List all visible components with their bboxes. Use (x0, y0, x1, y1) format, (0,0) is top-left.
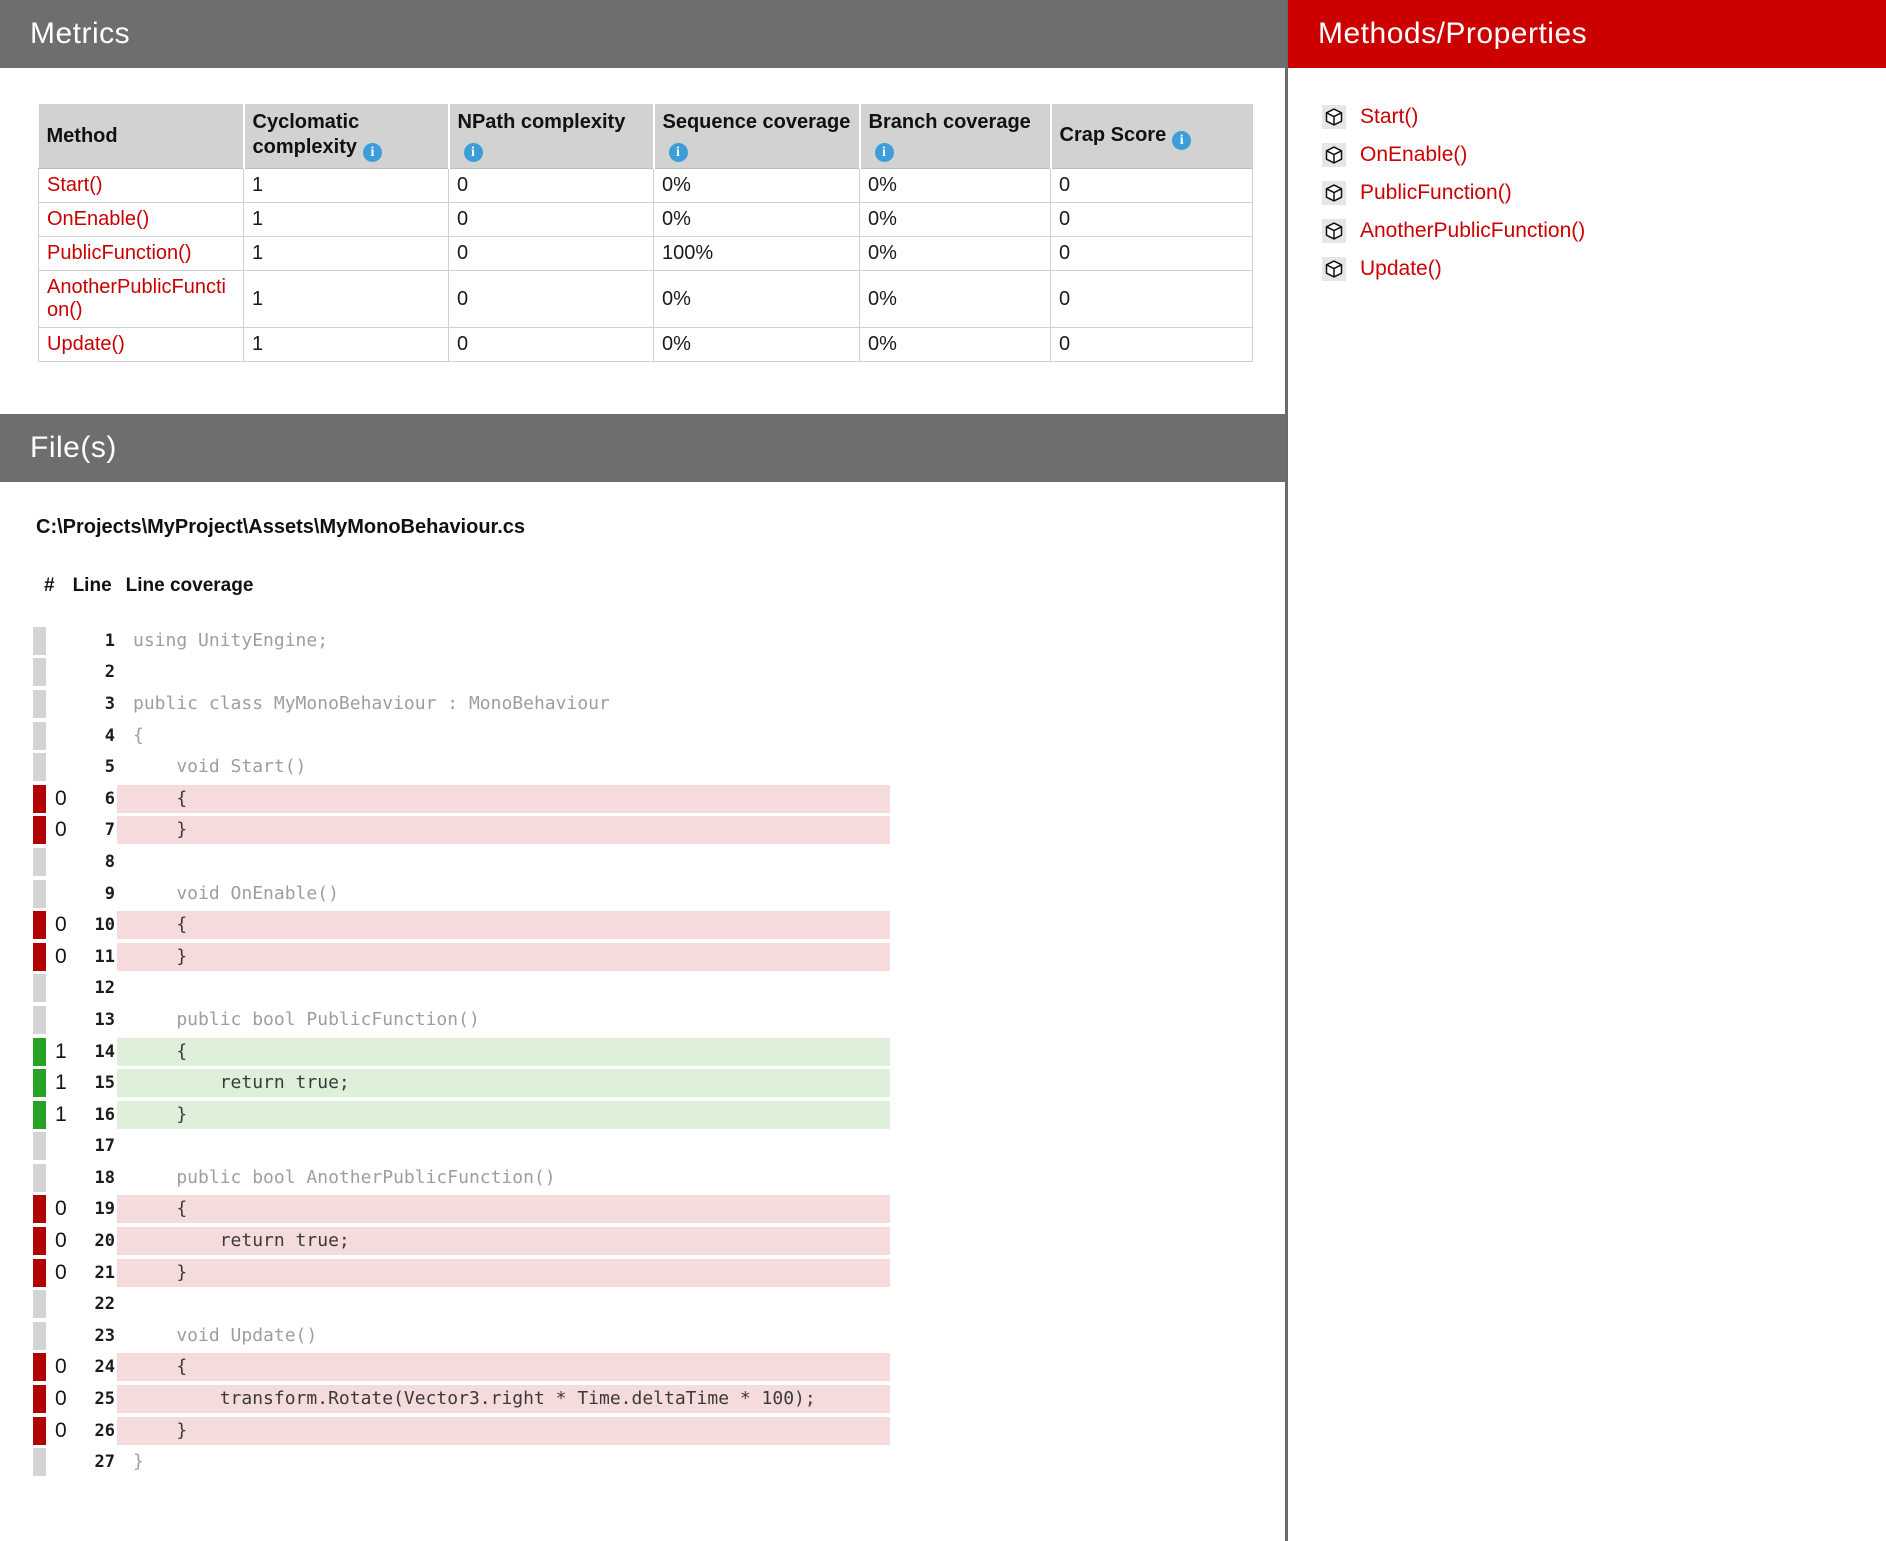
line-number: 12 (94, 978, 115, 999)
code-line (0, 688, 1285, 720)
code-text: transform.Rotate(Vector3.right * Time.deltaTime * 100); (117, 1385, 890, 1413)
column-label: NPath complexity (457, 111, 626, 133)
files-title: File(s) (30, 431, 117, 464)
code-line (0, 1194, 1285, 1226)
coverage-indicator (33, 1006, 46, 1034)
metric-value-cell: 100% (654, 237, 860, 271)
metrics-row-anotherpublicfunction (39, 271, 1253, 328)
metrics-col-method (39, 104, 244, 169)
metrics-col-branch-coverage (860, 104, 1051, 169)
method-link[interactable]: OnEnable() (1360, 143, 1468, 166)
line-number: 15 (94, 1073, 115, 1094)
code-text: void Start() (133, 756, 307, 778)
code-text: } (117, 1101, 890, 1129)
methods-header-bar (1288, 0, 1886, 68)
method-link[interactable]: Start() (1360, 105, 1419, 128)
metrics-table (38, 104, 1253, 362)
code-line (0, 1383, 1285, 1415)
info-icon[interactable]: i (875, 143, 894, 162)
code-text: { (117, 911, 890, 939)
line-number: 18 (94, 1167, 115, 1188)
code-line (0, 1446, 1285, 1478)
code-text: } (117, 816, 890, 844)
code-text: { (117, 785, 890, 813)
code-text: } (133, 1451, 144, 1473)
cube-icon (1322, 143, 1346, 167)
code-text: { (133, 724, 144, 746)
line-number: 24 (94, 1357, 115, 1378)
line-number: 1 (104, 630, 115, 651)
coverage-indicator (33, 1322, 46, 1350)
cube-icon (1322, 105, 1346, 129)
metric-value-cell: 1 (244, 271, 449, 328)
coverage-indicator (33, 1069, 46, 1097)
line-number: 26 (94, 1420, 115, 1441)
method-link[interactable]: PublicFunction() (1360, 181, 1512, 204)
code-text (117, 848, 890, 876)
code-line (0, 1352, 1285, 1384)
metric-value-cell: 0% (860, 328, 1051, 362)
code-line (0, 878, 1285, 910)
methods-list-item (1322, 98, 1886, 136)
hit-count: 1 (55, 1039, 67, 1063)
metric-value-cell: 0 (449, 328, 654, 362)
metric-value-cell: 0% (654, 169, 860, 203)
code-text: { (117, 1353, 890, 1381)
line-number: 10 (94, 915, 115, 936)
cube-icon (1322, 219, 1346, 243)
line-number: 21 (94, 1262, 115, 1283)
methods-list-item (1322, 212, 1886, 250)
code-text: public bool PublicFunction() (133, 1008, 480, 1030)
metric-value-cell: 1 (244, 237, 449, 271)
coverage-indicator (33, 627, 46, 655)
code-line (0, 751, 1285, 783)
coverage-indicator (33, 1038, 46, 1066)
hit-count: 0 (55, 1260, 67, 1284)
line-number: 4 (104, 725, 115, 746)
method-link[interactable]: Start() (47, 174, 103, 196)
method-link[interactable]: AnotherPublicFunction() (47, 276, 226, 321)
metric-value-cell: 0 (1051, 169, 1253, 203)
code-text: } (117, 943, 890, 971)
cube-icon (1322, 257, 1346, 281)
hit-count: 0 (55, 1229, 67, 1253)
line-number: 17 (94, 1136, 115, 1157)
coverage-indicator (33, 1385, 46, 1413)
metric-value-cell: 0% (860, 169, 1051, 203)
code-text: { (117, 1195, 890, 1223)
method-cell (39, 169, 244, 203)
column-label: Crap Score (1059, 123, 1167, 146)
code-line (0, 1257, 1285, 1289)
code-line (0, 1320, 1285, 1352)
coverage-indicator (33, 1164, 46, 1192)
coverage-indicator (33, 658, 46, 686)
hit-count: 0 (55, 913, 67, 937)
metric-value-cell: 0% (860, 203, 1051, 237)
line-number: 8 (104, 851, 115, 872)
hit-count: 0 (55, 1387, 67, 1411)
line-number: 27 (94, 1452, 115, 1473)
metric-value-cell: 0 (449, 203, 654, 237)
coverage-indicator (33, 880, 46, 908)
coverage-indicator (33, 1448, 46, 1476)
method-cell (39, 203, 244, 237)
info-icon[interactable]: i (363, 143, 382, 162)
line-number: 14 (94, 1041, 115, 1062)
metrics-table-body (39, 169, 1253, 362)
metric-value-cell: 1 (244, 328, 449, 362)
metric-value-cell: 1 (244, 203, 449, 237)
coverage-indicator (33, 974, 46, 1002)
column-label: Cyclomatic complexity (252, 111, 360, 158)
coverage-indicator (33, 1417, 46, 1445)
methods-title: Methods/Properties (1318, 17, 1588, 50)
method-cell (39, 237, 244, 271)
coverage-indicator (33, 1195, 46, 1223)
info-icon[interactable]: i (669, 143, 688, 162)
code-text: } (117, 1259, 890, 1287)
line-number: 23 (94, 1325, 115, 1346)
coverage-indicator (33, 722, 46, 750)
coverage-indicator (33, 1259, 46, 1287)
metric-value-cell: 0% (654, 271, 860, 328)
line-number: 25 (94, 1389, 115, 1410)
code-line (0, 909, 1285, 941)
metrics-title: Metrics (30, 17, 131, 50)
hit-count-column-header: # (44, 575, 55, 596)
code-text: void OnEnable() (133, 882, 339, 904)
methods-list-item (1322, 174, 1886, 212)
metric-value-cell: 0% (860, 271, 1051, 328)
code-line (0, 625, 1285, 657)
methods-list (1322, 98, 1886, 288)
coverage-indicator (33, 848, 46, 876)
code-text: return true; (117, 1227, 890, 1255)
code-line (0, 846, 1285, 878)
code-line (0, 1162, 1285, 1194)
info-icon[interactable]: i (1172, 131, 1191, 150)
hit-count: 0 (55, 944, 67, 968)
metrics-row-onenable (39, 203, 1253, 237)
code-table-header (0, 575, 1285, 597)
info-icon[interactable]: i (464, 143, 483, 162)
hit-count: 1 (55, 1071, 67, 1095)
code-line (0, 973, 1285, 1005)
metric-value-cell: 0% (860, 237, 1051, 271)
metric-value-cell: 1 (244, 169, 449, 203)
hit-count: 1 (55, 1102, 67, 1126)
metric-value-cell: 0 (449, 169, 654, 203)
coverage-indicator (33, 1353, 46, 1381)
metrics-col-sequence-coverage (654, 104, 860, 169)
metric-value-cell: 0 (449, 237, 654, 271)
line-number: 20 (94, 1231, 115, 1252)
line-number: 11 (94, 946, 115, 967)
hit-count: 0 (55, 1418, 67, 1442)
code-line (0, 1415, 1285, 1447)
method-link[interactable]: Update() (1360, 257, 1442, 280)
code-line (0, 941, 1285, 973)
metrics-header-bar (0, 0, 1285, 68)
code-line (0, 783, 1285, 815)
method-link[interactable]: OnEnable() (47, 208, 150, 230)
method-link[interactable]: Update() (47, 333, 125, 355)
metrics-col-cyclomatic-complexity (244, 104, 449, 169)
metric-value-cell: 0 (449, 271, 654, 328)
metrics-row-update (39, 328, 1253, 362)
code-line (0, 720, 1285, 752)
methods-list-item (1322, 136, 1886, 174)
code-text: void Update() (133, 1324, 318, 1346)
metric-value-cell: 0 (1051, 271, 1253, 328)
coverage-indicator (33, 753, 46, 781)
line-number: 9 (104, 883, 115, 904)
metrics-col-npath-complexity (449, 104, 654, 169)
code-line (0, 1004, 1285, 1036)
methods-list-item (1322, 250, 1886, 288)
coverage-indicator (33, 911, 46, 939)
line-number: 5 (104, 757, 115, 778)
coverage-indicator (33, 1227, 46, 1255)
coverage-indicator (33, 690, 46, 718)
line-coverage-column-header: Line coverage (125, 575, 254, 596)
code-line (0, 1225, 1285, 1257)
code-line (0, 1067, 1285, 1099)
code-line (0, 1288, 1285, 1320)
coverage-indicator (33, 1290, 46, 1318)
line-number: 13 (94, 1009, 115, 1030)
metric-value-cell: 0% (654, 203, 860, 237)
hit-count: 0 (55, 1197, 67, 1221)
code-text (117, 974, 890, 1002)
hit-count: 0 (55, 818, 67, 842)
line-number: 7 (104, 820, 115, 841)
code-text: public class MyMonoBehaviour : MonoBehaviour (133, 692, 610, 714)
metric-value-cell: 0 (1051, 203, 1253, 237)
method-link[interactable]: PublicFunction() (47, 242, 192, 264)
column-label: Method (46, 124, 118, 147)
metric-value-cell: 0 (1051, 237, 1253, 271)
column-label: Sequence coverage (662, 111, 851, 133)
cube-icon (1322, 181, 1346, 205)
code-coverage-listing (0, 625, 1285, 1478)
hit-count: 0 (55, 786, 67, 810)
line-number: 19 (94, 1199, 115, 1220)
code-line (0, 1036, 1285, 1068)
coverage-indicator (33, 1132, 46, 1160)
method-cell (39, 328, 244, 362)
coverage-indicator (33, 943, 46, 971)
code-line (0, 815, 1285, 847)
metrics-row-publicfunction (39, 237, 1253, 271)
code-text (117, 658, 890, 686)
files-header-bar (0, 414, 1285, 482)
code-line (0, 1099, 1285, 1131)
method-cell (39, 271, 244, 328)
line-number: 16 (94, 1104, 115, 1125)
line-number: 6 (104, 788, 115, 809)
code-text (117, 1132, 890, 1160)
code-text: public bool AnotherPublicFunction() (133, 1166, 556, 1188)
column-label: Branch coverage (868, 111, 1031, 133)
line-number: 22 (94, 1294, 115, 1315)
metric-value-cell: 0% (654, 328, 860, 362)
line-number: 2 (104, 662, 115, 683)
code-text: { (117, 1038, 890, 1066)
code-text (117, 1290, 890, 1318)
coverage-indicator (33, 816, 46, 844)
code-text: using UnityEngine; (133, 629, 329, 651)
code-line (0, 657, 1285, 689)
method-link[interactable]: AnotherPublicFunction() (1360, 219, 1586, 242)
code-text: return true; (117, 1069, 890, 1097)
metrics-col-crap-score (1051, 104, 1253, 169)
line-number: 3 (104, 693, 115, 714)
code-text: } (117, 1417, 890, 1445)
metrics-row-start (39, 169, 1253, 203)
coverage-indicator (33, 785, 46, 813)
code-line (0, 1131, 1285, 1163)
metric-value-cell: 0 (1051, 328, 1253, 362)
hit-count: 0 (55, 1355, 67, 1379)
file-path: C:\Projects\MyProject\Assets\MyMonoBehaviour.cs (36, 516, 526, 538)
coverage-indicator (33, 1101, 46, 1129)
sidebar (1285, 0, 1886, 1541)
line-number-column-header: Line (72, 575, 112, 596)
metrics-header-row (39, 104, 1253, 169)
